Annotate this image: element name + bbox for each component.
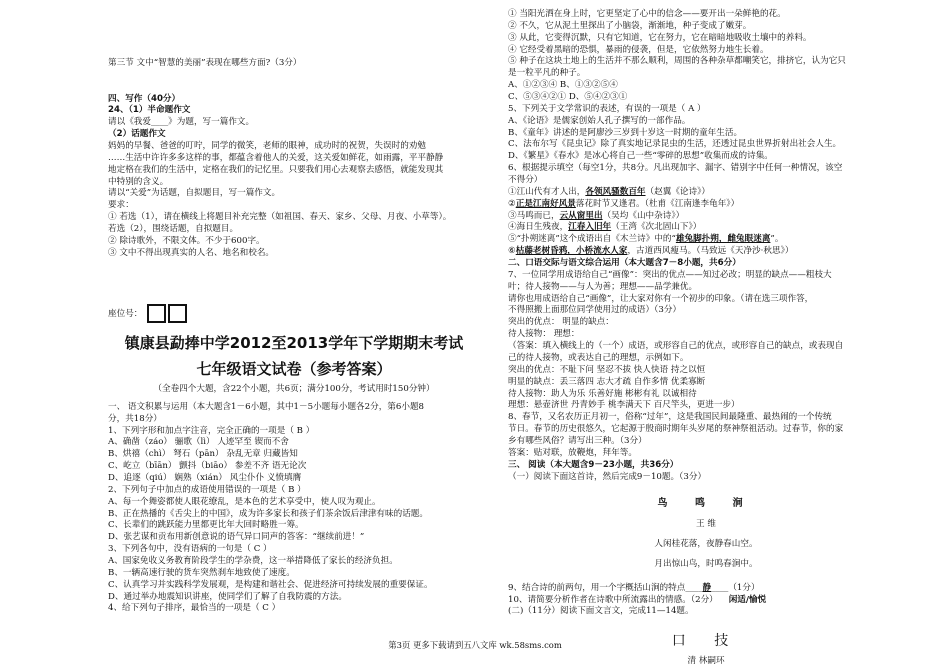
right-lines_top-line: ④海日生残夜，江春入旧年（王湾《次北固山下》） <box>508 222 702 233</box>
q6-answer-a3_src: （吴均《山中杂诗》） <box>602 210 685 221</box>
q6-answer-a2: 正是江南好风景 <box>515 198 576 209</box>
right-lines_top-line: 突出的优点：不耻下问 坚忍不拔 快人快语 持之以恒 <box>508 364 706 375</box>
right-lines_top-line: 8、春节，又名农历正月初一，俗称“过年”，这是我国民间最隆重、最热闹的一个传统 <box>508 412 832 423</box>
right-lines_top-line: ⑥枯藤老树昏鸦，小桥流水人家，古道西风瘦马。（马致远《天净沙·秋思》） <box>508 246 794 257</box>
page-footer: 第3页 更多下载请到五八文库 wk.58sms.com <box>388 640 562 650</box>
right-lines_top-line: 7、一位同学用成语给自己“画像”：突出的优点——知过必改；明显的缺点——粗枝大 <box>508 269 832 280</box>
right-lines_top-line: 答案：贴对联，放鞭炮，拜年等。 <box>508 447 637 458</box>
writing-section <box>108 58 480 260</box>
right-lines_top-line: 不得分） <box>508 175 543 186</box>
right-lines_top-line: 乡有哪些风俗？请写出三种。（3分） <box>508 435 647 446</box>
q6-answer-a6: 枯藤老树昏鸦，小桥流水人家 <box>515 246 628 257</box>
right-lines_top-line: ③马鸣而已，云从窗里出（吴均《山中杂诗》） <box>508 210 685 221</box>
exam-title: 镇康县勐捧中学2012至2013学年下学期期末考试 <box>124 333 464 352</box>
right-lines_top-line: 待人接物： 理想： <box>508 329 580 340</box>
right-lines_top-line: ⑤“扑朔迷离”这个成语出自《木兰诗》中的“雄兔脚扑朔，雌兔眼迷离”。 <box>508 234 784 245</box>
left-column <box>108 0 480 615</box>
right-lines_top-line: A、①②③④ B、①③②⑤④ <box>508 80 618 91</box>
poem-title: 鸟 鸣 涧 <box>657 498 755 510</box>
left-lines_body-line: A、确凿（záo） 骊歌（lì） 人迹罕至 锲而不舍 <box>108 437 289 448</box>
question-9: 9、结合诗的前两句，用一个字概括山涧的特点____静____（1分） <box>508 582 760 593</box>
right-lines_top-line: C、法布尔写《昆虫记》除了真实地记录昆虫的生活，还透过昆虫世界折射出社会人生。 <box>508 139 842 150</box>
q6-answer-a2_tail: 落花时节又逢君。 <box>575 198 645 209</box>
left-lines_top-line: 地定格在我们的生活中，定格在我们的记忆里。只要我们用心去观察去感悟，就能发现其 <box>108 164 444 175</box>
left-lines_top-line: ……生活中许许多多这样的事，都蕴含着他人的关爱，这关爱如鲜花，如雨露，平平静静 <box>108 152 444 163</box>
left-lines_top-line: ③ 文中不得出现真实的人名、地名和校名。 <box>108 247 275 258</box>
left-lines_top-line: 第三节 文中“智慧的美丽”表现在哪些方面?（3分） <box>108 58 302 68</box>
right-lines_top-line: 理想：悬壶济世 丹青妙手 桃李满天下 百尺竿头，更进一步） <box>508 400 740 411</box>
paper-title: 七年级语文试卷（参考答案） <box>196 360 392 379</box>
left-lines_top-line: 要求： <box>108 200 134 211</box>
left-lines_body-line: 4、给下列句子排序，最恰当的一项是（ C ） <box>108 603 281 614</box>
right-lines_top-line: 是一粒平凡的种子。 <box>508 68 586 79</box>
right-lines_top-line: 请你也用成语给自己“画像”，让大家对你有一个初步的印象。（请在选三项作答， <box>508 293 814 304</box>
poem-line-1: 人闲桂花落，夜静春山空。 <box>654 539 758 550</box>
right-lines_top-line: （答案：填入横线上的（一个）成语，或形容自己的优点，或形容自己的缺点，或表现自 <box>508 341 844 352</box>
q6-answer-a3: 云从窗里出 <box>559 210 603 221</box>
right-lines_top-line: ② 不久，它从泥土里探出了小脑袋，渐渐地，种子变成了嫩芽。 <box>508 20 752 31</box>
q6-answer-a5: 雄兔脚扑朔，雌兔眼迷离 <box>675 234 771 245</box>
q6-answer-a4_src: （王湾《次北固山下》） <box>611 222 702 233</box>
left-lines_body-line: 1、下列字形和加点字注音，完全正确的一项是（ B ） <box>108 425 315 436</box>
right-lines_top-line: 5、下列关于文学常识的表述，有误的一项是（ A ） <box>508 103 706 114</box>
q6-answer-a2_src: （杜甫《江南逢李龟年》） <box>644 198 740 209</box>
left-lines_top-line: 四、写作（40分） <box>108 93 181 104</box>
left-lines_body-line: 2、下列句子中加点的成语使用错误的一项是（ B ） <box>108 484 306 495</box>
left-lines_body-line: B、烘禧（chì） 弩石（pān） 杂乱无章 归藏皆知 <box>108 449 298 460</box>
exam-info: （全卷四个大题，含22个小题，共6页；满分100分，考试用时150分钟） <box>153 383 435 394</box>
right-lines_top-line: 叶；待人接物——与人为善；理想——品学兼优。 <box>508 281 698 292</box>
right-lines_top-line: ①江山代有才人出，各领风骚数百年（赵翼《论诗》） <box>508 186 710 197</box>
seat-label: 座位号： <box>108 308 143 319</box>
seat-number-row <box>108 304 480 323</box>
section-one-questions <box>108 402 480 615</box>
left-lines_body-line: D、追逐（qiú） 娴熟（xián） 风尘仆仆 义愤填膺 <box>108 473 302 483</box>
right-lines_top-line: 二、口语交际与语文综合运用（本大题含7－8小题，共6分） <box>508 258 741 269</box>
right-lines_top-line: ① 当阳光洒在身上时，它更坚定了心中的信念——要开出一朵鲜艳的花。 <box>508 9 786 19</box>
right-lines_top-line: D、《繁星》《春水》是冰心将自己一些“零碎的思想”收集而成的诗集。 <box>508 151 773 162</box>
kouji-author: 清 林嗣环 <box>687 655 725 666</box>
right-lines_top-line: 己的待人接物，或表达自己的理想，示例如下。 <box>508 352 689 363</box>
q6-answer-a5_tail: ”。 <box>770 234 784 245</box>
poem-line-2: 月出惊山鸟，时鸣春涧中。 <box>654 558 758 569</box>
left-lines_top-line: 请以“关爱”为话题，自拟题目，写一篇作文。 <box>108 188 281 199</box>
left-lines_body-line: B、正在热播的《舌尖上的中国》，成为许多家长和孩子们茶余饭后津津有味的话题。 <box>108 508 428 519</box>
left-lines_top-line: 妈妈的早餐、爸爸的叮咛，同学的微笑，老师的眼神，成功时的祝贺，失误时的劝勉 <box>108 141 426 152</box>
seat-number-boxes <box>145 304 187 323</box>
right-lines_top-line: 节日。春节的历史很悠久，它起源于殷商时期年头岁尾的祭神祭祖活动。过春节，你的家 <box>508 424 844 435</box>
right-lines_top-line: 突出的优点： 明显的缺点： <box>508 317 614 328</box>
poem-author: 王 维 <box>696 519 716 530</box>
left-lines_body-line: 分，共18分） <box>108 413 162 424</box>
right-lines_top-line: ②正是江南好风景落花时节又逢君。（杜甫《江南逢李龟年》） <box>508 198 740 209</box>
right-lines_top-line: ③ 从此，它变得沉默，只有它知道，它在努力，它在暗暗地吸收土壤中的养料。 <box>508 32 812 43</box>
left-lines_body-line: B、一辆高速行驶的货车突然刹车地致使了速度。 <box>108 567 295 578</box>
right-lines_top-line: C、⑤③④②① D、⑤④②③① <box>508 92 628 103</box>
left-lines_top-line: ① 若选（1），请在横线上将题目补充完整（如祖国、春天、家乡、父母、月夜、小草等）。 <box>108 212 452 223</box>
left-lines_body-line: A、国家免收义务教育阶段学生的学杂费，这一举措降低了家长的经济负担。 <box>108 556 398 567</box>
q9-answer: 静 <box>702 582 712 593</box>
left-lines_body-line: A、每一个舞姿都使人眼花缭乱，是本色的艺术享受中，使人叹为观止。 <box>108 496 381 507</box>
q6-answer-a1: 各领风骚数百年 <box>585 186 646 197</box>
left-lines_body-line: 一、 语文积累与运用（本大题含1－6小题，其中1－5小题每小题各2分，第6小题8 <box>108 401 425 412</box>
left-lines_top-line: 若选（2），围绕话题，自拟题目。 <box>108 224 239 235</box>
right-questions <box>508 9 904 483</box>
right-lines_top-line: B、《童年》讲述的是阿廖沙三岁到十岁这一时期的童年生活。 <box>508 127 743 138</box>
right-lines_top-line: （一）阅读下面这首诗，然后完成9－10题。（3分） <box>508 471 707 482</box>
left-lines_top-line <box>108 82 480 94</box>
left-lines_top-line: 请以《我爱____》为题，写一篇作文。 <box>108 117 255 128</box>
left-lines_body-line: D、张艺谋和贡布用新创意说的语气异口同声的答客：“继续前进！” <box>108 532 365 543</box>
left-lines_top-line: ② 除诗歌外，不限文体。不少于600字。 <box>108 235 265 246</box>
right-lines_top-line: 6、根据提示填空（每空1分，共8分。凡出现加字、漏字、错别字中任何一种情况，该空 <box>508 163 843 174</box>
q6-answer-a4: 江春入旧年 <box>568 222 612 233</box>
right-column <box>508 0 904 668</box>
left-lines_top-line: 中特别的含义。 <box>108 176 169 187</box>
left-lines_body-line: 3、下列各句中，没有语病的一句是（ C ） <box>108 544 272 555</box>
left-lines_body-line: C、屹立（bīān） 颤抖（biāo） 参差不齐 语无论次 <box>108 461 307 472</box>
reading-two-heading: (二)（11分）阅读下面文言文，完成11—14题。 <box>508 606 694 617</box>
q10-answer: 闲适/愉悦 <box>728 594 767 605</box>
q6-answer-a6_tail: ，古道西风瘦马。（马致远《天净沙·秋思》） <box>627 246 794 257</box>
right-lines_top-line: 三、 阅读（本大题含9－23小题，共36分） <box>508 459 679 470</box>
right-lines_top-line: 明显的缺点：丢三落四 志大才疏 自作多情 优柔寡断 <box>508 376 706 387</box>
right-lines_top-line: 待人接物：助人为乐 乐善好施 彬彬有礼 以诚相待 <box>508 388 697 399</box>
kouji-title: 口 技 <box>671 633 741 650</box>
right-lines_top-line: ④ 它经受着黑暗的恐惧，暴雨的侵袭，但是，它依然努力地生长着。 <box>508 44 769 55</box>
right-lines_top-line: 不得照搬上面那位同学使用过的成语）（3分） <box>508 305 682 316</box>
left-lines_top-line <box>108 70 480 82</box>
left-lines_body-line: D、通过举办地震知识讲座，使同学们了解了自我防震的方法。 <box>108 591 347 602</box>
left-lines_top-line: 24、（1）半命题作文 <box>108 105 191 116</box>
left-lines_body-line: C、长辈们的跳跃能力里都更比年大回时略胜一筹。 <box>108 520 304 531</box>
question-10: 10、请简要分析作者在诗歌中所流露出的情感。（2分） 闲适/愉悦 <box>508 594 767 605</box>
right-lines_top-line: ⑤ 种子在这块土地上的生活并不那么顺利，周围的各种杂草都嘲笑它，排挤它，认为它只 <box>508 56 846 67</box>
left-lines_top-line: （2）话题作文 <box>108 129 166 140</box>
left-lines_body-line: C、认真学习并实践科学发展观，是构建和谐社会、促进经济可持续发展的重要保证。 <box>108 579 433 590</box>
right-lines_top-line: A、《论语》是儒家创始人孔子撰写的一部作品。 <box>508 115 691 126</box>
q6-answer-a1_src: （赵翼《论诗》） <box>645 186 710 197</box>
